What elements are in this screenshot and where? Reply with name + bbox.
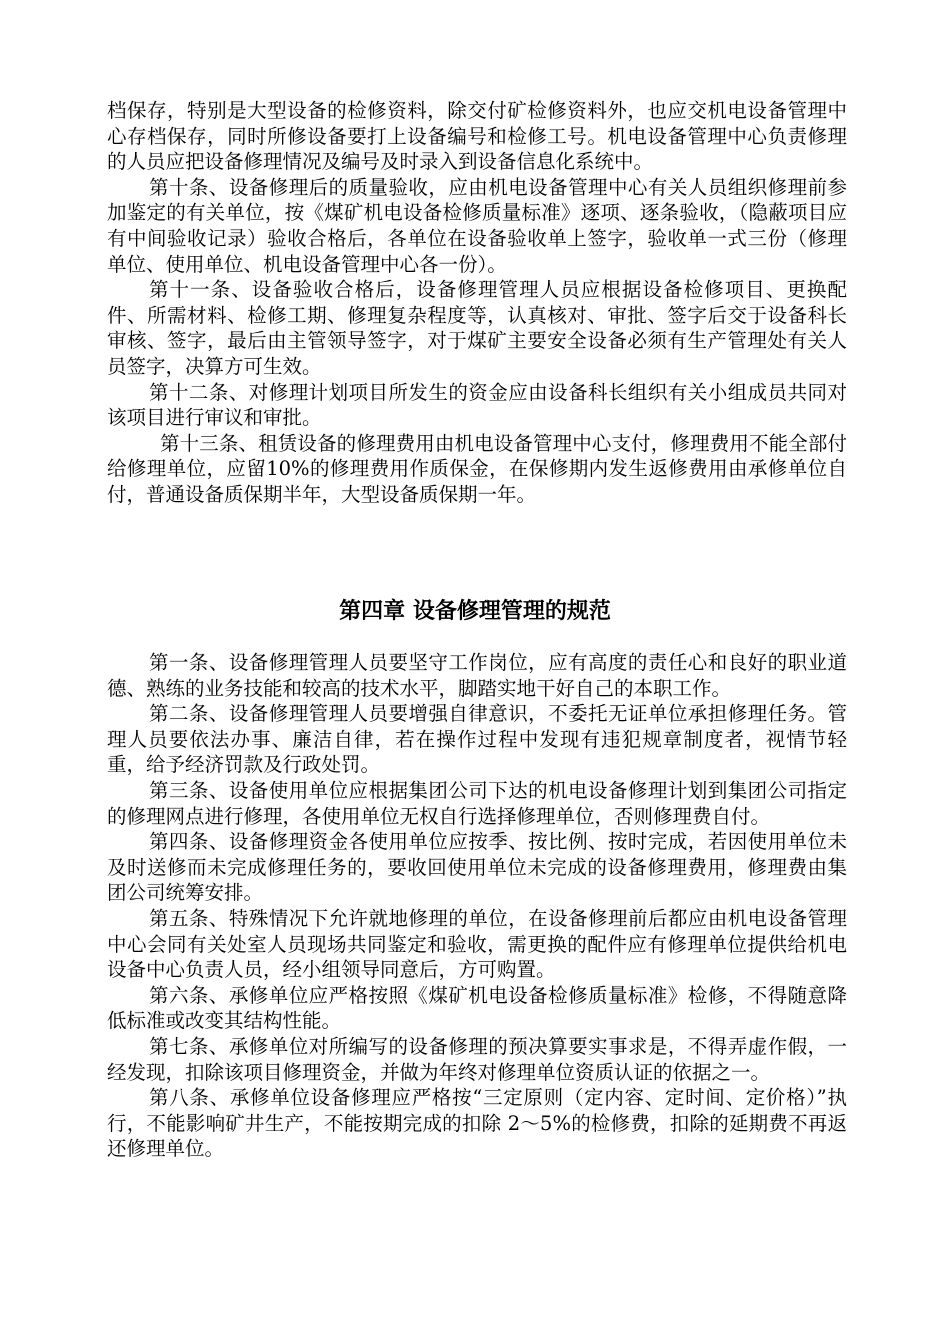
chapter4-article-4: 第四条、设备修理资金各使用单位应按季、按比例、按时完成，若因使用单位未及时送修而未完成修理任务的，要收回使用单位未完成的设备修理费用，修理费由集团公司统筹安排。 [107,830,847,905]
article-10: 第十条、设备修理后的质量验收，应由机电设备管理中心有关人员组织修理前参加鉴定的有关单位，按《煤矿机电设备检修质量标准》逐项、逐条验收，（隐蔽项目应有中间验收记录）验收合格后，各单位在设备验收单上签字，验收单一式三份（修理单位、使用单位、机电设备管理中心各一份）。 [107,175,847,276]
chapter4-article-1: 第一条、设备修理管理人员要坚守工作岗位，应有高度的责任心和良好的职业道德、熟练的业务技能和较高的技术水平，脚踏实地干好自己的本职工作。 [107,651,847,700]
chapter4-article-2: 第二条、设备修理管理人员要增强自律意识，不委托无证单位承担修理任务。管理人员要依法办事、廉洁自律，若在操作过程中发现有违犯规章制度者，视情节轻重，给予经济罚款及行政处罚。 [107,702,847,777]
article-11: 第十一条、设备验收合格后，设备修理管理人员应根据设备检修项目、更换配件、所需材料、检修工期、修理复杂程度等，认真核对、审批、签字后交于设备科长审核、签字，最后由主管领导签字，对于煤矿主要安全设备必须有生产管理处有关人员签字，决算方可生效。 [107,278,847,378]
paragraph-continuation: 档保存，特别是大型设备的检修资料，除交付矿检修资料外，也应交机电设备管理中心存档保存，同时所修设备要打上设备编号和检修工号。机电设备管理中心负责修理的人员应把设备修理情况及编号及时录入到设备信息化系统中。 [107,99,847,174]
chapter4-article-3: 第三条、设备使用单位应根据集团公司下达的机电设备修理计划到集团公司指定的修理网点进行修理，各使用单位无权自行选择修理单位，否则修理费自付。 [107,778,847,828]
section-top [107,98,847,508]
chapter4-article-8: 第八条、承修单位设备修理应严格按“三定原则（定内容、定时间、定价格）”执行，不能影响矿井生产，不能按期完成的扣除 2～5%的检修费，扣除的延期费不再返还修理单位。 [107,1086,847,1161]
chapter4-article-6: 第六条、承修单位应严格按照《煤矿机电设备检修质量标准》检修，不得随意降低标准或改变其结构性能。 [107,983,847,1033]
article-12: 第十二条、对修理计划项目所发生的资金应由设备科长组织有关小组成员共同对该项目进行审议和审批。 [107,380,847,430]
chapter4-article-7: 第七条、承修单位对所编写的设备修理的预决算要实事求是，不得弄虚作假，一经发现，扣除该项目修理资金，并做为年终对修理单位资质认证的依据之一。 [107,1034,847,1084]
chapter4-article-5: 第五条、特殊情况下允许就地修理的单位，在设备修理前后都应由机电设备管理中心会同有关处室人员现场共同鉴定和验收，需更换的配件应有修理单位提供给机电设备中心负责人员，经小组领导同意后，方可购置。 [107,906,847,982]
chapter4-body [107,650,847,1162]
article-13: 第十三条、租赁设备的修理费用由机电设备管理中心支付，修理费用不能全部付给修理单位，应留10%的修理费用作质保金，在保修期内发生返修费用由承修单位自付，普通设备质保期半年，大型设备质保期一年。 [107,431,847,506]
chapter-title: 第四章 设备修理管理的规范 [339,598,611,624]
